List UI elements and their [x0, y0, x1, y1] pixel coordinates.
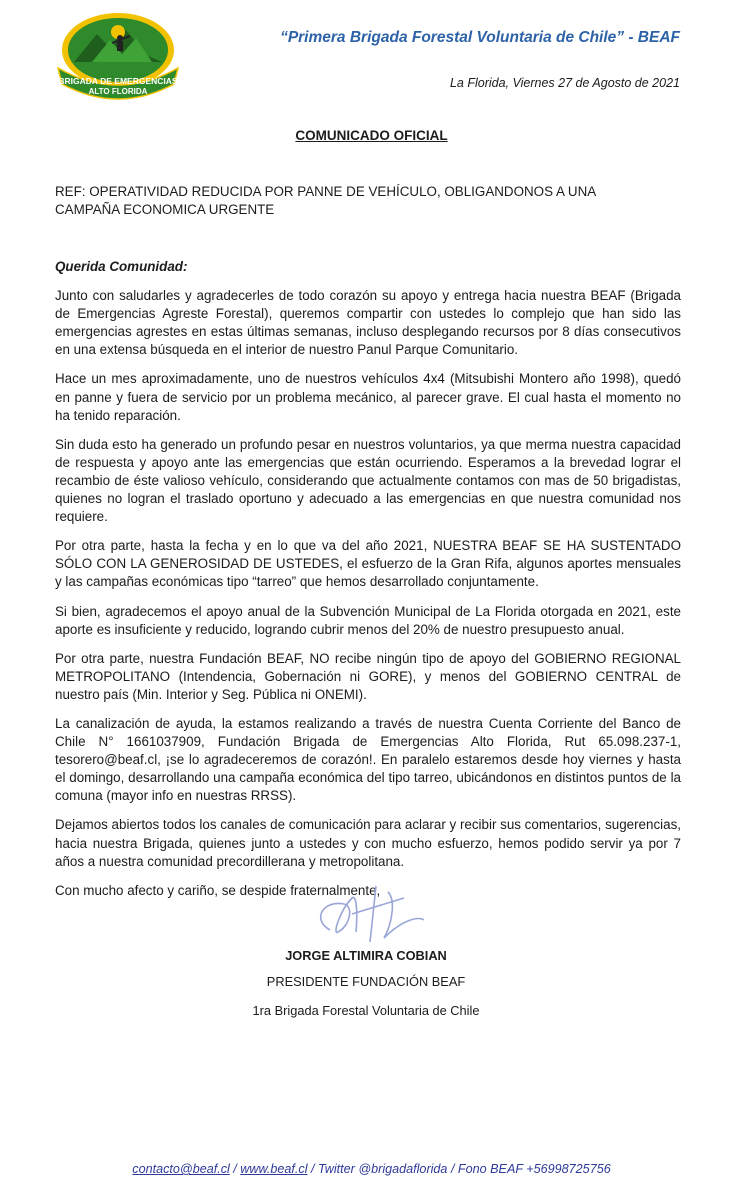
document-title: COMUNICADO OFICIAL	[295, 128, 448, 143]
footer-separator: /	[229, 1162, 241, 1176]
footer-contact	[0, 1162, 743, 1176]
brigade-logo	[52, 10, 184, 102]
logo-text-line2: ALTO FLORIDA	[88, 87, 148, 96]
footer-rest: / Twitter @brigadaflorida / Fono BEAF +56998725756	[307, 1162, 611, 1176]
paragraph: Por otra parte, nuestra Fundación BEAF, NO recibe ningún tipo de apoyo del GOBIERNO REGIONAL METROPOLITANO (Intendencia, Gobernación ni GORE), y menos del GOBIERNO CENTRAL de nuestro país (Min. Interior y Seg. Pública ni ONEMI).	[55, 650, 681, 702]
website-link[interactable]: www.beaf.cl	[240, 1162, 308, 1176]
closing-line: Con mucho afecto y cariño, se despide fraternalmente,	[55, 882, 381, 898]
salutation: Querida Comunidad:	[55, 259, 188, 274]
signatory-organization: 1ra Brigada Forestal Voluntaria de Chile	[252, 1003, 480, 1018]
signatory-name: JORGE ALTIMIRA COBIAN	[285, 948, 447, 963]
date-line: La Florida, Viernes 27 de Agosto de 2021	[449, 76, 680, 90]
signatory-role: PRESIDENTE FUNDACIÓN BEAF	[266, 974, 466, 989]
paragraph: Sin duda esto ha generado un profundo pesar en nuestros voluntarios, ya que merma nuestra capacidad de respuesta y apoyo ante las emergencias que están ocurriendo. Esperamos a la brevedad lograr el recambio de éste valioso vehículo, considerando que actualmente contamos con mas de 50 brigadistas, quienes no logran el traslado oportuno y adecuado a las emergencias en que nuestra comunidad nos requiere.	[55, 436, 681, 525]
reference-line: REF: OPERATIVIDAD REDUCIDA POR PANNE DE VEHÍCULO, OBLIGANDONOS A UNA CAMPAÑA ECONOMICA URGENTE	[55, 184, 596, 217]
paragraph: La canalización de ayuda, la estamos realizando a través de nuestra Cuenta Corriente del Banco de Chile N° 1661037909, Fundación Brigada de Emergencias Alto Florida, Rut 65.098.237-1, tesorero@beaf.cl, ¡se lo agradeceremos de corazón!. En paralelo estaremos desde hoy viernes y hasta el domingo, desarrollando una campaña económica del tipo tarreo, ubicándonos en distintos puntos de la comuna (mayor info en nuestras RRSS).	[55, 715, 681, 804]
paragraph: Por otra parte, hasta la fecha y en lo que va del año 2021, NUESTRA BEAF SE HA SUSTENTADO SÓLO CON LA GENEROSIDAD DE USTEDES, el esfuerzo de la Gran Rifa, algunos aportes mensuales y las campañas económicas tipo “tarreo” que hemos desarrollado conjuntamente.	[55, 538, 681, 590]
paragraph: Hace un mes aproximadamente, uno de nuestros vehículos 4x4 (Mitsubishi Montero año 1998), quedó en panne y fuera de servicio por un problema mecánico, al parecer grave. El cual hasta el momento no ha tenido reparación.	[55, 371, 681, 423]
email-link[interactable]: contacto@beaf.cl	[132, 1162, 230, 1176]
header-title: “Primera Brigada Forestal Voluntaria de Chile” - BEAF	[280, 29, 680, 46]
paragraph: Si bien, agradecemos el apoyo anual de la Subvención Municipal de La Florida otorgada en 2021, este aporte es insuficiente y reducido, logrando cubrir menos del 20% de nuestro presupuesto anual.	[55, 603, 681, 637]
paragraph: Dejamos abiertos todos los canales de comunicación para aclarar y recibir sus comentarios, sugerencias, hacia nuestra Brigada, quienes junto a ustedes y con mucho esfuerzo, hemos podido servir ya por 7 años a nuestra comunidad precordillerana y metropolitana.	[55, 817, 681, 869]
letter-body	[55, 258, 681, 911]
logo-text-line1: BRIGADA DE EMERGENCIAS	[58, 76, 178, 86]
paragraph: Junto con saludarles y agradecerles de todo corazón su apoyo y entrega hacia nuestra BEAF (Brigada de Emergencias Agreste Forestal), queremos compartir con ustedes lo complejo que han sido las emergencias agrestes en estas últimas semanas, incluso desplegando recursos por 8 días consecutivos en una extensa búsqueda en el interior de nuestro Panul Parque Comunitario.	[55, 288, 681, 358]
